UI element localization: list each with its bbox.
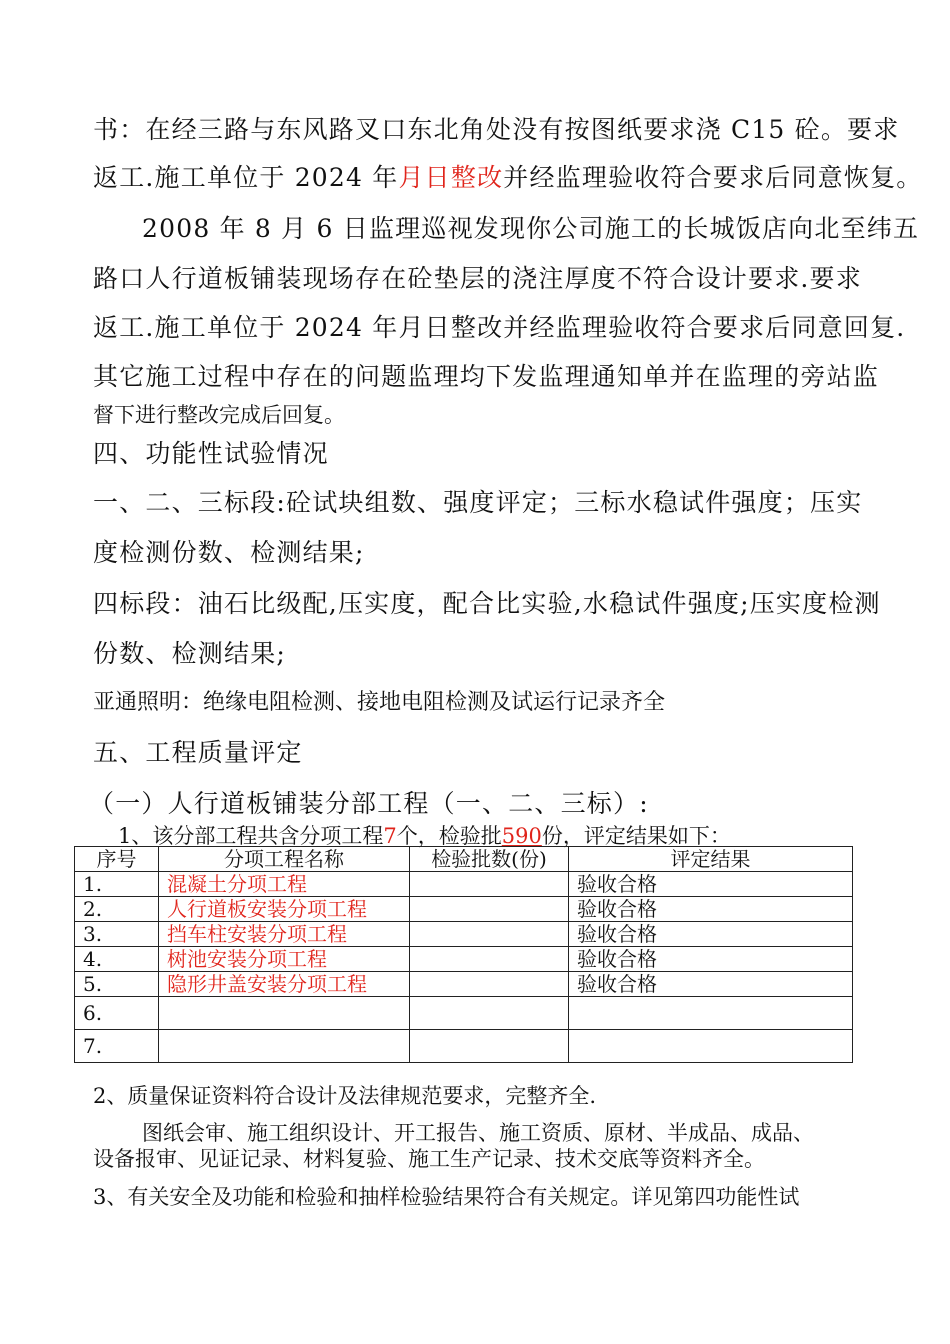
cell-no: 2.	[75, 897, 159, 922]
cell-result: 验收合格	[569, 922, 853, 947]
paragraph-line: 督下进行整改完成后回复。	[93, 403, 345, 427]
paragraph-line	[93, 158, 922, 194]
paragraph-line: 度检测份数、检测结果;	[93, 538, 365, 567]
cell-count	[410, 972, 569, 997]
paragraph-line: 路口人行道板铺装现场存在砼垫层的浇注厚度不符合设计要求.要求	[93, 264, 862, 293]
cell-no: 1.	[75, 872, 159, 897]
cell-no: 4.	[75, 947, 159, 972]
paragraph-line: 3、有关安全及功能和检验和抽样检验结果符合有关规定。详见第四功能性试	[93, 1185, 800, 1209]
cell-name: 树池安装分项工程	[159, 947, 410, 972]
cell-count	[410, 922, 569, 947]
cell-no: 6.	[75, 997, 159, 1030]
item-count: 7	[383, 824, 397, 848]
paragraph-line: 一、二、三标段:砼试块组数、强度评定；三标水稳试件强度；压实	[93, 488, 863, 517]
section-heading: 四、功能性试验情况	[93, 439, 329, 468]
cell-count	[410, 947, 569, 972]
cell-count	[410, 897, 569, 922]
cell-no: 7.	[75, 1030, 159, 1063]
cell-count	[410, 1030, 569, 1063]
text-span: 返工.施工单位于 2024 年	[93, 163, 399, 192]
paragraph-line: 四标段：油石比级配,压实度，配合比实验,水稳试件强度;压实度检测	[93, 589, 881, 618]
highlight-text: 月日整改	[398, 163, 504, 192]
batch-count: 590	[501, 824, 542, 848]
cell-result: 验收合格	[569, 947, 853, 972]
table-row	[75, 872, 853, 897]
cell-count	[410, 872, 569, 897]
cell-name: 混凝土分项工程	[159, 872, 410, 897]
cell-count	[410, 997, 569, 1030]
table-row	[75, 997, 853, 1030]
paragraph-line: 图纸会审、施工组织设计、开工报告、施工资质、原材、半成品、成品、	[142, 1121, 814, 1145]
cell-result: 验收合格	[569, 972, 853, 997]
header-name: 分项工程名称	[159, 847, 410, 872]
cell-result: 验收合格	[569, 872, 853, 897]
cell-no: 5.	[75, 972, 159, 997]
paragraph-line: 其它施工过程中存在的问题监理均下发监理通知单并在监理的旁站监	[93, 362, 880, 391]
cell-name: 隐形井盖安装分项工程	[159, 972, 410, 997]
text-span: 并经监理验收符合要求后同意恢复。	[503, 163, 923, 192]
cell-result	[569, 997, 853, 1030]
paragraph-line: 设备报审、见证记录、材料复验、施工生产记录、技术交底等资料齐全。	[93, 1147, 765, 1171]
paragraph-line: 份数、检测结果;	[93, 639, 287, 668]
text-span: 1、该分部工程共含分项工程	[118, 824, 384, 848]
table-row	[75, 1030, 853, 1063]
table-row	[75, 972, 853, 997]
cell-result: 验收合格	[569, 897, 853, 922]
paragraph-line: 2、质量保证资料符合设计及法律规范要求，完整齐全.	[93, 1084, 597, 1108]
cell-name	[159, 1030, 410, 1063]
cell-name: 挡车柱安装分项工程	[159, 922, 410, 947]
header-no: 序号	[75, 847, 159, 872]
table-row	[75, 922, 853, 947]
text-span: 个，检验批	[396, 824, 502, 848]
table-row	[75, 947, 853, 972]
cell-name	[159, 997, 410, 1030]
paragraph-line: 2008 年 8 月 6 日监理巡视发现你公司施工的长城饭店向北至纬五	[142, 214, 920, 243]
paragraph-line: 返工.施工单位于 2024 年月日整改并经监理验收符合要求后同意回复.	[93, 313, 906, 342]
subsection-heading: （一）人行道板铺装分部工程（一、二、三标）:	[89, 789, 649, 818]
header-count: 检验批数(份)	[410, 847, 569, 872]
header-result: 评定结果	[569, 847, 853, 872]
evaluation-table	[74, 846, 853, 1063]
cell-result	[569, 1030, 853, 1063]
cell-name: 人行道板安装分项工程	[159, 897, 410, 922]
text-span: 份，评定结果如下：	[541, 824, 731, 848]
paragraph-line: 亚通照明：绝缘电阻检测、接地电阻检测及试运行记录齐全	[93, 690, 666, 715]
section-heading: 五、工程质量评定	[93, 738, 303, 767]
table-row	[75, 897, 853, 922]
cell-no: 3.	[75, 922, 159, 947]
paragraph-line: 书：在经三路与东风路叉口东北角处没有按图纸要求浇 C15 砼。要求	[93, 115, 900, 144]
